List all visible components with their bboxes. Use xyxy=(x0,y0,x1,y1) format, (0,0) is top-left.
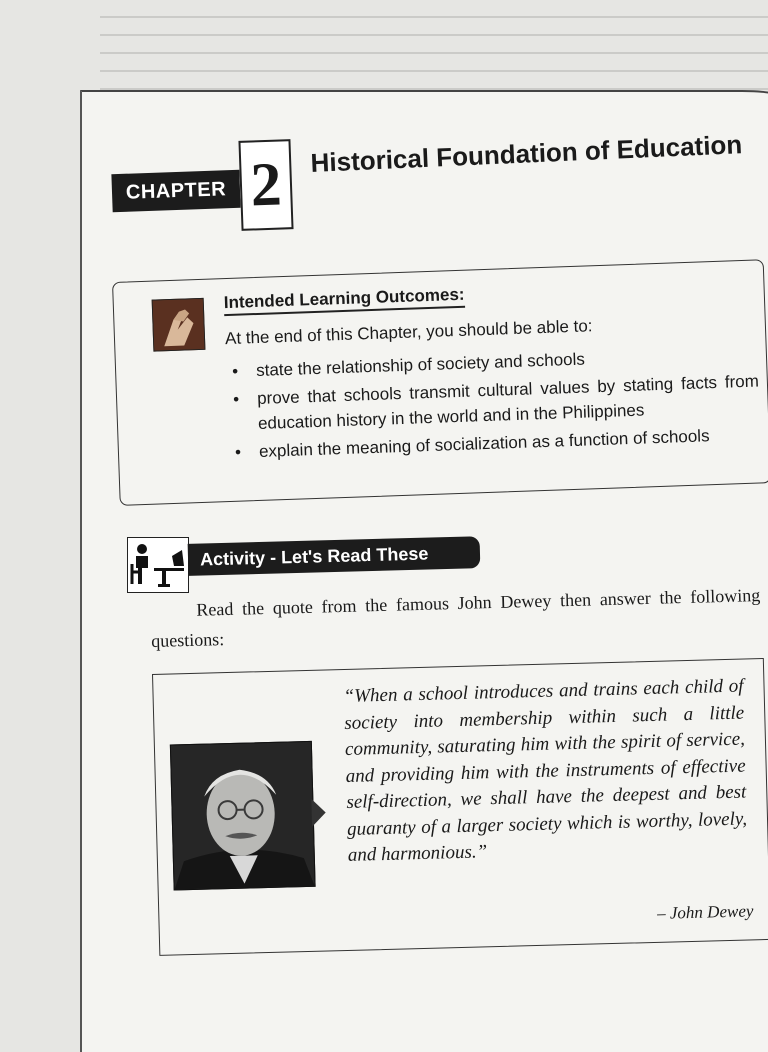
student-desk-icon xyxy=(127,537,189,593)
chapter-label: CHAPTER xyxy=(111,170,240,212)
list-item: • explain the meaning of socialization as a function of schools xyxy=(234,426,710,462)
list-item: • state the relationship of society and schools xyxy=(231,349,586,381)
instruction-text: Read the quote from the famous John Dewey then answer the following questions: xyxy=(150,585,761,651)
quote-text: “When a school introduces and trains each child of society into membership within such a little community, saturating him with the spirit of service, and providing him with the instruments of effective self-direction, we shall have the deepest and best guaranty of a larger society which is worthy, lovely, and harmonious.” xyxy=(343,675,748,866)
learning-outcomes-heading: Intended Learning Outcomes: xyxy=(223,285,465,316)
john-dewey-portrait xyxy=(170,741,316,891)
activity-heading: Activity - Let's Read These xyxy=(188,536,481,576)
quote-author: – John Dewey xyxy=(656,901,754,923)
chapter-title: Historical Foundation of Education xyxy=(310,129,743,178)
learning-outcomes-intro: At the end of this Chapter, you should be able to: xyxy=(224,316,593,349)
learning-outcomes-list xyxy=(228,341,761,468)
learning-outcomes-box xyxy=(112,259,768,506)
hands-icon xyxy=(152,298,206,352)
photo-pointer xyxy=(311,799,326,827)
list-item: • prove that schools transmit cultural values by stating facts from education history in the world and in the Philippines xyxy=(232,371,760,433)
quote-box xyxy=(152,658,768,956)
chapter-number: 2 xyxy=(238,139,293,231)
